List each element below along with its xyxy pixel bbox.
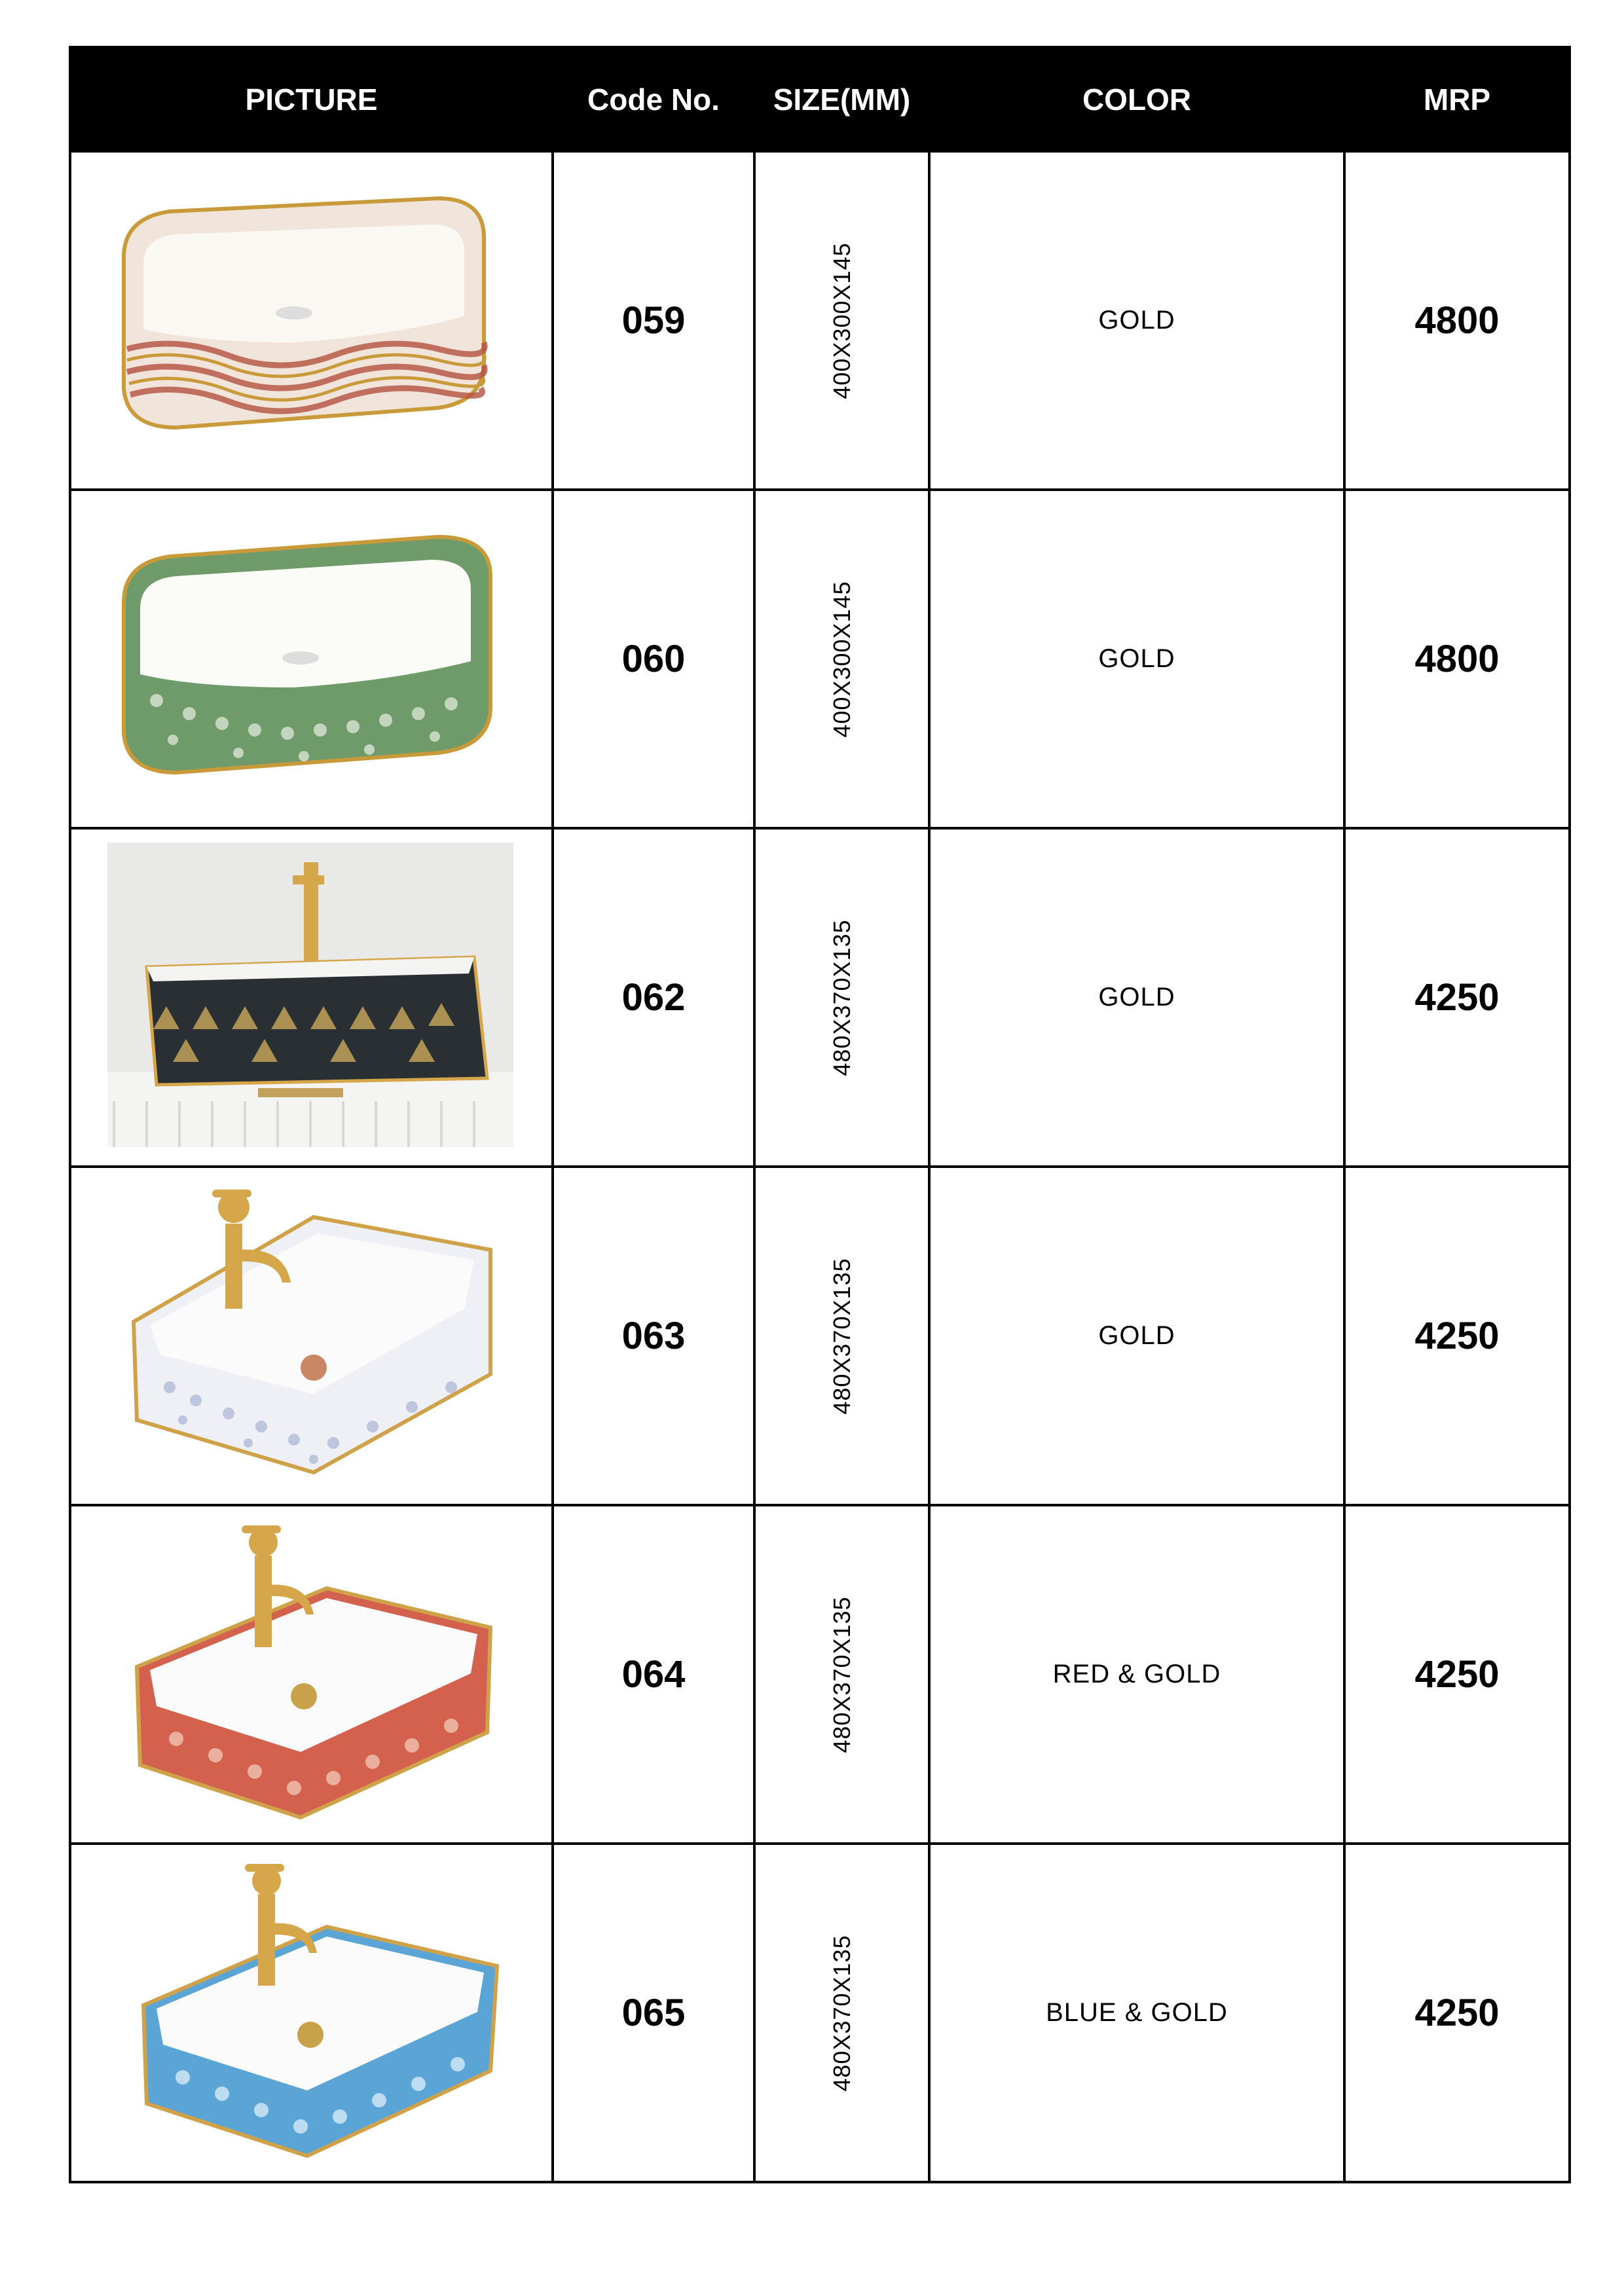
product-color: GOLD xyxy=(929,1167,1344,1505)
basin-black-triangle-with-tap-image xyxy=(107,843,526,1150)
product-color: GOLD xyxy=(929,490,1344,828)
product-size-cell xyxy=(754,1505,929,1844)
header-size: SIZE(MM) xyxy=(754,47,929,151)
basin-blue-floral-with-tap-image xyxy=(98,1855,517,2169)
basin-green-pattern-image xyxy=(98,504,504,786)
product-mrp: 4800 xyxy=(1344,151,1570,490)
header-mrp: MRP xyxy=(1344,47,1570,151)
catalog-table xyxy=(69,46,1571,2183)
product-picture-cell xyxy=(70,1505,553,1844)
product-code: 062 xyxy=(553,828,754,1167)
product-code: 063 xyxy=(553,1167,754,1505)
header-color: COLOR xyxy=(929,47,1344,151)
product-size: 480X370X135 xyxy=(828,1934,855,2092)
product-size-cell xyxy=(754,1167,929,1505)
product-color: GOLD xyxy=(929,828,1344,1167)
basin-red-floral-with-tap-image xyxy=(98,1516,517,1831)
product-size-cell xyxy=(754,1844,929,2182)
product-color: BLUE & GOLD xyxy=(929,1844,1344,2182)
product-mrp: 4250 xyxy=(1344,1844,1570,2182)
table-row xyxy=(70,828,1570,1167)
product-mrp: 4250 xyxy=(1344,1167,1570,1505)
product-mrp: 4800 xyxy=(1344,490,1570,828)
header-row xyxy=(70,47,1570,151)
table-row xyxy=(70,151,1570,490)
product-picture-cell xyxy=(70,1844,553,2182)
header-code: Code No. xyxy=(553,47,754,151)
product-color: RED & GOLD xyxy=(929,1505,1344,1844)
product-size: 480X370X135 xyxy=(828,1595,855,1753)
product-code: 064 xyxy=(553,1505,754,1844)
product-size-cell xyxy=(754,828,929,1167)
basin-floral-pastel-with-tap-image xyxy=(98,1178,517,1492)
product-mrp: 4250 xyxy=(1344,828,1570,1167)
product-size: 400X300X145 xyxy=(828,242,855,399)
basin-wave-stripe-image xyxy=(98,166,504,447)
table-row xyxy=(70,1167,1570,1505)
product-code: 060 xyxy=(553,490,754,828)
table-body xyxy=(70,151,1570,2182)
product-code: 059 xyxy=(553,151,754,490)
table-row xyxy=(70,1505,1570,1844)
product-size-cell xyxy=(754,490,929,828)
product-color: GOLD xyxy=(929,151,1344,490)
table-header xyxy=(70,47,1570,151)
product-picture-cell xyxy=(70,490,553,828)
product-picture-cell xyxy=(70,151,553,490)
product-code: 065 xyxy=(553,1844,754,2182)
table-row xyxy=(70,490,1570,828)
table-row xyxy=(70,1844,1570,2182)
product-size: 480X370X135 xyxy=(828,919,855,1076)
product-size-cell xyxy=(754,151,929,490)
product-picture-cell xyxy=(70,1167,553,1505)
product-mrp: 4250 xyxy=(1344,1505,1570,1844)
header-picture: PICTURE xyxy=(70,47,553,151)
product-size: 480X370X135 xyxy=(828,1257,855,1415)
product-picture-cell xyxy=(70,828,553,1167)
product-size: 400X300X145 xyxy=(828,580,855,738)
